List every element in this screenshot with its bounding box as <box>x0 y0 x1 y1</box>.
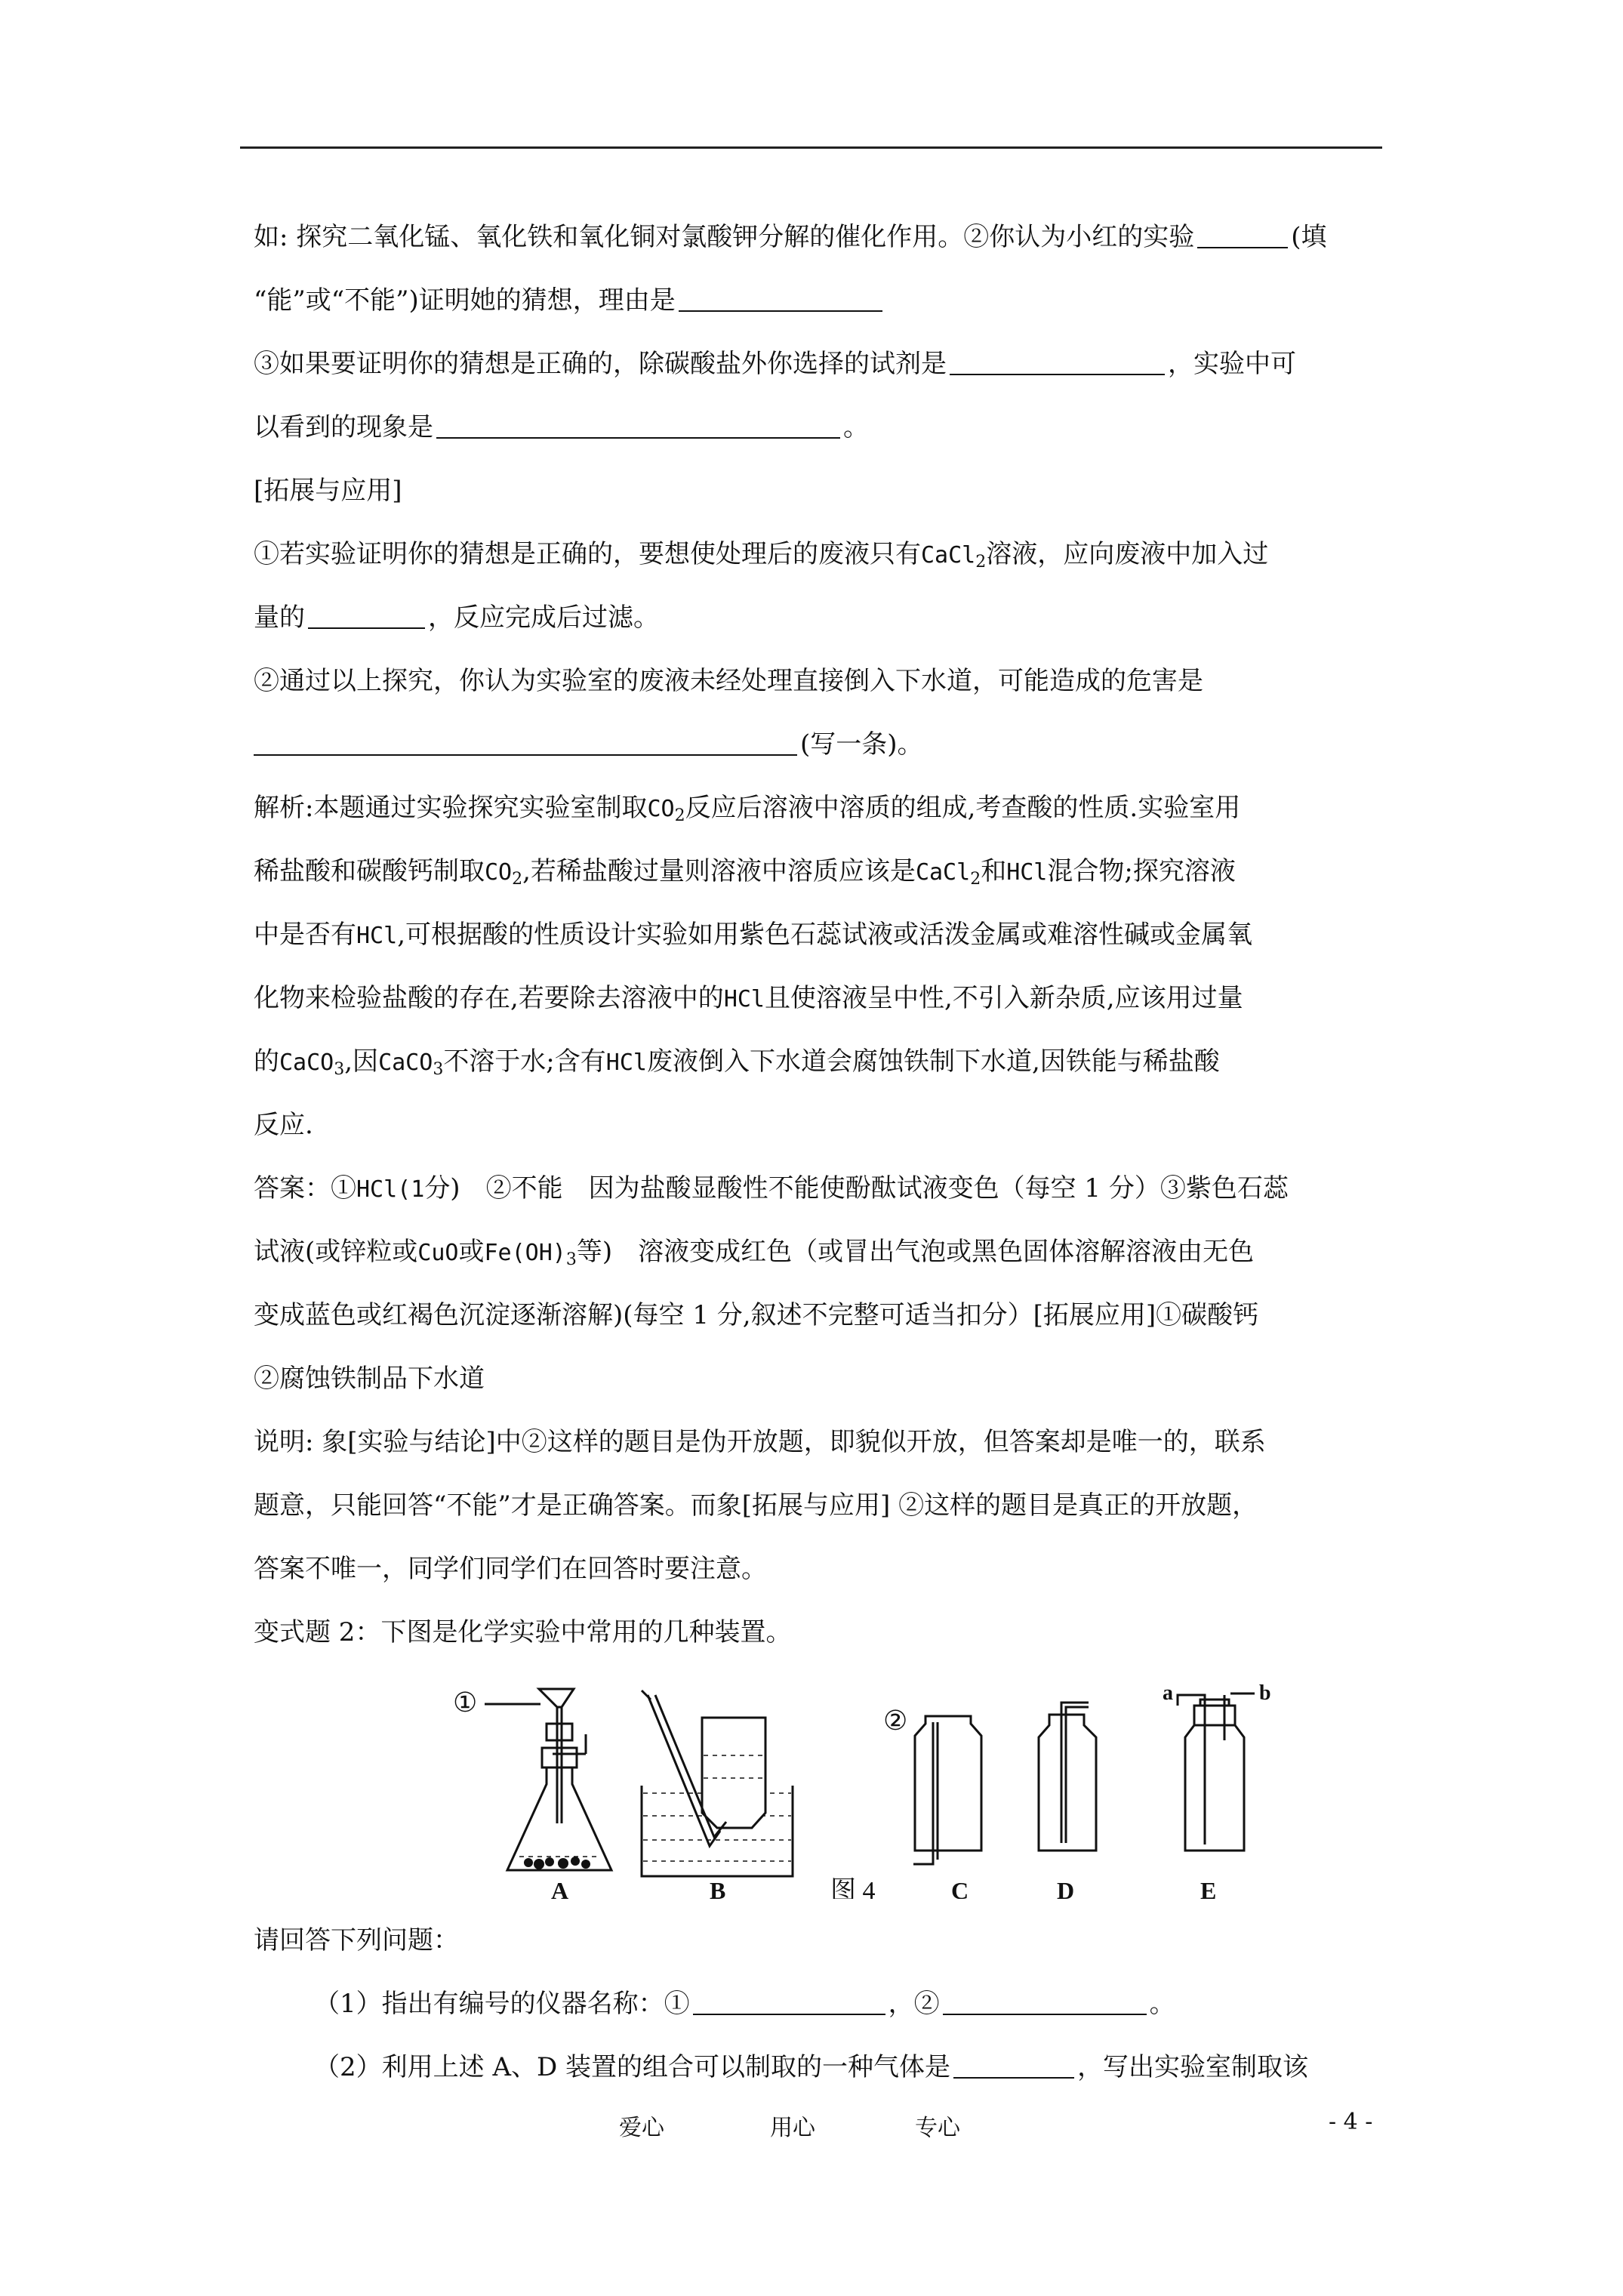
text-span: 反应后溶液中溶质的组成,考查酸的性质.实验室用 <box>685 793 1241 823</box>
text-span: ，② <box>888 1989 940 2019</box>
text-span: ，实验中可 <box>1168 349 1296 379</box>
footer-right: 专心 <box>915 2115 960 2141</box>
text-span: ①若实验证明你的猜想是正确的，要想使处理后的废液只有 <box>254 539 921 569</box>
marker-2: ② <box>883 1706 908 1736</box>
text-span: 或 <box>458 1237 485 1267</box>
answer-blank <box>308 603 425 629</box>
text-span: 试液(或锌粒或 <box>254 1237 418 1267</box>
text-span: 说明: 象[实验与结论]中②这样的题目是伪开放题，即貌似开放，但答案却是唯一的，联系 <box>254 1427 1266 1457</box>
text-span: 。 <box>843 412 869 442</box>
figure-caption: 图 4 <box>830 1877 876 1899</box>
label-a: A <box>551 1877 569 1899</box>
subscript: 2 <box>674 806 685 825</box>
text-span: 变式题 2：下图是化学实验中常用的几种装置。 <box>254 1617 792 1647</box>
apparatus-d <box>1039 1703 1096 1899</box>
apparatus-figure <box>453 1672 1359 1899</box>
text-span: (填 <box>1291 222 1327 252</box>
analysis-line <box>254 903 1401 966</box>
text-span: ②通过以上探究，你认为实验室的废液未经处理直接倒入下水道，可能造成的危害是 <box>254 666 1203 696</box>
label-b: B <box>710 1877 726 1899</box>
text-line <box>254 522 1401 586</box>
answer-line <box>254 1157 1401 1220</box>
text-span: 以看到的现象是 <box>254 412 433 442</box>
formula: HCl <box>605 1049 647 1076</box>
text-span: 答案不唯一，同学们同学们在回答时要注意。 <box>254 1554 767 1584</box>
text-span: 请回答下列问题： <box>254 1925 459 1955</box>
text-span: 中是否有 <box>254 920 356 950</box>
formula: HCl <box>723 986 765 1012</box>
subscript: 2 <box>975 553 987 572</box>
text-line <box>254 396 1401 459</box>
text-span: [拓展与应用] <box>254 476 402 506</box>
text-line <box>254 649 1401 713</box>
text-line <box>254 2036 1401 2099</box>
subscript: 3 <box>565 1250 577 1269</box>
text-span: ，反应完成后过滤。 <box>428 603 659 633</box>
text-line <box>254 1972 1401 2036</box>
subscript: 2 <box>512 870 523 889</box>
text-span: (写一条)。 <box>800 729 923 760</box>
note-line <box>254 1410 1401 1474</box>
page-number: - 4 - <box>1329 2109 1373 2135</box>
formula: HCl(1 <box>356 1176 425 1203</box>
formula: CaCl <box>921 542 976 569</box>
formula: HCl <box>1006 859 1048 886</box>
text-span: （1）指出有编号的仪器名称：① <box>314 1989 690 2019</box>
formula: CaCO <box>378 1049 433 1076</box>
text-span: 化物来检验盐酸的存在,若要除去溶液中的 <box>254 983 724 1013</box>
text-span: 和 <box>981 856 1007 886</box>
formula: CO <box>647 796 675 822</box>
footer-left: 爱心 <box>619 2115 664 2141</box>
section-heading <box>254 459 1401 522</box>
marker-1: ① <box>453 1687 478 1718</box>
formula: CO <box>485 859 513 886</box>
answer-line <box>254 1284 1401 1347</box>
header-rule <box>240 146 1382 149</box>
text-span: 答案：① <box>254 1173 356 1203</box>
apparatus-illustration <box>453 1672 1359 1899</box>
label-c: C <box>951 1877 969 1899</box>
subscript: 3 <box>433 1060 444 1079</box>
formula: HCl <box>356 923 398 949</box>
apparatus-c <box>883 1706 981 1899</box>
text-line <box>254 1909 1401 1972</box>
text-span: 废液倒入下水道会腐蚀铁制下水道,因铁能与稀盐酸 <box>646 1046 1220 1077</box>
label-d: D <box>1057 1877 1075 1899</box>
analysis-line <box>254 1093 1401 1157</box>
text-line <box>254 205 1401 269</box>
text-span: ，写出实验室制取该 <box>1077 2052 1309 2082</box>
answer-blank <box>679 286 882 312</box>
apparatus-b <box>642 1690 793 1899</box>
analysis-line <box>254 776 1401 840</box>
text-span: （2）利用上述 A、D 装置的组合可以制取的一种气体是 <box>314 2052 951 2082</box>
formula: Fe(OH) <box>484 1240 566 1266</box>
text-span: ,若稀盐酸过量则溶液中溶质应该是 <box>522 856 916 886</box>
text-span: 的 <box>254 1046 279 1077</box>
text-line <box>254 713 1401 776</box>
text-span: 题意，只能回答“不能”才是正确答案。而象[拓展与应用] ②这样的题目是真正的开放题， <box>254 1490 1258 1521</box>
answer-blank <box>436 413 840 439</box>
text-span: 不溶于水;含有 <box>443 1046 606 1077</box>
text-span: 且使溶液呈中性,不引入新杂质,应该用过量 <box>765 983 1243 1013</box>
analysis-line <box>254 1030 1401 1093</box>
answer-blank <box>693 1989 885 2015</box>
formula: CaCl <box>915 859 971 886</box>
answer-blank <box>953 2053 1074 2079</box>
text-span: 解析:本题通过实验探究实验室制取 <box>254 793 648 823</box>
formula: CuO <box>417 1240 459 1266</box>
apparatus-a <box>453 1687 611 1899</box>
footer-middle: 用心 <box>770 2115 815 2141</box>
text-span: 变成蓝色或红褐色沉淀逐渐溶解)(每空 1 分,叙述不完整可适当扣分）[拓展应用]①碳酸钙 <box>254 1300 1259 1330</box>
text-span: ②腐蚀铁制品下水道 <box>254 1364 485 1394</box>
port-b-label: b <box>1259 1681 1271 1705</box>
text-span: ,因 <box>344 1046 379 1077</box>
text-line <box>254 269 1401 332</box>
label-e: E <box>1200 1877 1217 1899</box>
answer-line <box>254 1347 1401 1410</box>
answer-blank <box>943 1989 1147 2015</box>
text-span: 如: 探究二氧化锰、氧化铁和氧化铜对氯酸钾分解的催化作用。②你认为小红的实验 <box>254 222 1195 252</box>
analysis-line <box>254 966 1401 1030</box>
text-span: 量的 <box>254 603 305 633</box>
port-a-label: a <box>1163 1681 1173 1705</box>
text-span: 稀盐酸和碳酸钙制取 <box>254 856 485 886</box>
formula: CaCO <box>279 1049 334 1076</box>
answer-blank <box>950 350 1165 375</box>
note-line <box>254 1537 1401 1601</box>
question-title <box>254 1601 1401 1664</box>
text-span: 溶液，应向废液中加入过 <box>986 539 1269 569</box>
analysis-line <box>254 840 1401 903</box>
answer-blank <box>254 730 797 756</box>
note-line <box>254 1474 1401 1537</box>
text-span: 等) 溶液变成红色（或冒出气泡或黑色固体溶解溶液由无色 <box>576 1237 1255 1267</box>
answer-line <box>254 1220 1401 1284</box>
text-span: ,可根据酸的性质设计实验如用紫色石蕊试液或活泼金属或难溶性碱或金属氧 <box>397 920 1252 950</box>
text-span: 反应. <box>254 1110 313 1140</box>
text-span: “能”或“不能”)证明她的猜想，理由是 <box>254 285 676 316</box>
text-span: 分) ②不能 因为盐酸显酸性不能使酚酞试液变色（每空 1 分）③紫色石蕊 <box>424 1173 1289 1203</box>
text-line <box>254 332 1401 396</box>
text-span: 混合物;探究溶液 <box>1047 856 1236 886</box>
apparatus-e <box>1163 1681 1271 1899</box>
text-span: 。 <box>1149 1989 1175 2019</box>
subscript: 3 <box>334 1060 345 1079</box>
text-span: ③如果要证明你的猜想是正确的，除碳酸盐外你选择的试剂是 <box>254 349 947 379</box>
answer-blank <box>1197 223 1288 248</box>
text-line <box>254 586 1401 649</box>
subscript: 2 <box>970 870 981 889</box>
